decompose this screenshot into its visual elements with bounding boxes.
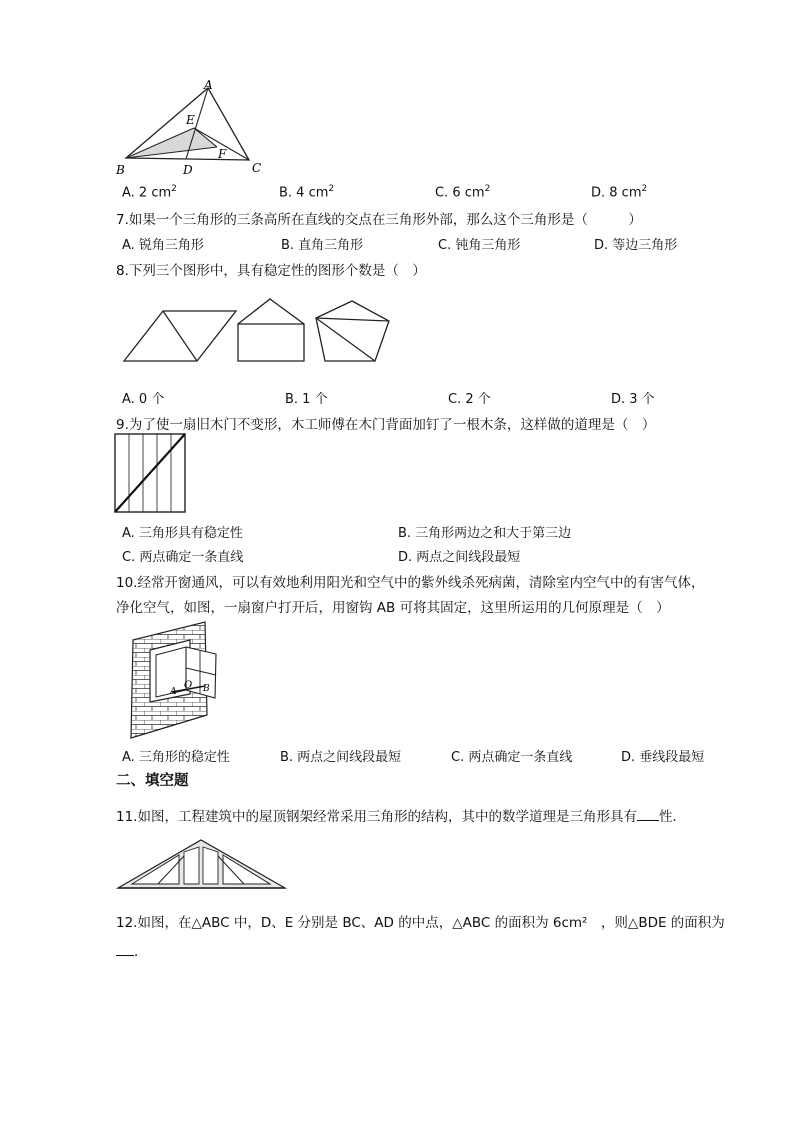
q7-stem: 7.如果一个三角形的三条高所在直线的交点在三角形外部，那么这个三角形是（ ）	[116, 212, 642, 228]
label-d: D	[183, 163, 193, 177]
q9-option-d[interactable]: D. 两点之间线段最短	[398, 550, 521, 565]
section-title-fill-blank: 二、填空题	[116, 773, 189, 789]
label-e: E	[186, 113, 195, 127]
q9-stem: 9.为了使一扇旧木门不变形，木工师傅在木门背面加钉了一根木条，这样做的道理是（ ）	[116, 417, 656, 433]
q9-option-c[interactable]: C. 两点确定一条直线	[122, 550, 244, 565]
label-c: C	[252, 161, 262, 175]
q10-option-d[interactable]: D. 垂线段最短	[621, 750, 705, 765]
q6-option-b[interactable]: B. 4 $cm^2$	[279, 184, 335, 201]
q10-stem-line2: 净化空气，如图，一扇窗户打开后，用窗钩 AB 可将其固定，这里所运用的几何原理是（ ）	[116, 600, 670, 616]
label-b-hook: B	[203, 684, 210, 694]
q7-option-b[interactable]: B. 直角三角形	[281, 238, 364, 253]
q9-option-b[interactable]: B. 三角形两边之和大于第三边	[398, 526, 572, 541]
q6-option-d[interactable]: D. 8 $cm^2$	[591, 184, 648, 201]
q6-option-c[interactable]: C. 6 $cm^2$	[435, 184, 491, 201]
q12-stem-line2: ．	[116, 940, 148, 960]
q10-option-b[interactable]: B. 两点之间线段最短	[280, 750, 402, 765]
q12-answer-blank[interactable]	[116, 943, 134, 956]
q11-stem: 11.如图，工程建筑中的屋顶钢架经常采用三角形的结构，其中的数学道理是三角形具有 性．	[116, 809, 686, 825]
q10-option-c[interactable]: C. 两点确定一条直线	[451, 750, 573, 765]
truss-inner-mid-right	[203, 847, 218, 884]
q8-option-b[interactable]: B. 1 个	[285, 392, 328, 407]
q12-stem-line1: 12.如图，在△ABC 中，D、E 分别是 BC、AD 的中点，△ABC 的面积为 6cm² ，则△BDE 的面积为	[116, 915, 725, 931]
label-o: O	[184, 680, 193, 691]
q10-stem-line1: 10.经常开窗通风，可以有效地利用阳光和空气中的紫外线杀死病菌，清除室内空气中的有害气体，	[116, 575, 705, 591]
q8-option-c[interactable]: C. 2 个	[448, 392, 491, 407]
q7-option-d[interactable]: D. 等边三角形	[594, 238, 678, 253]
label-a-hook: A	[170, 687, 177, 697]
label-f: F	[218, 147, 227, 161]
q7-option-a[interactable]: A. 锐角三角形	[122, 238, 204, 253]
label-b: B	[116, 163, 125, 177]
q6-option-a[interactable]: A. 2 $cm^2$	[122, 184, 177, 201]
label-a: A	[204, 78, 213, 92]
q8-stem: 8.下列三个图形中，具有稳定性的图形个数是（ ）	[116, 263, 426, 279]
q7-option-c[interactable]: C. 钝角三角形	[438, 238, 521, 253]
q9-option-a[interactable]: A. 三角形具有稳定性	[122, 526, 243, 541]
truss-inner-mid-left	[184, 847, 199, 884]
q8-option-a[interactable]: A. 0 个	[122, 392, 165, 407]
q10-option-a[interactable]: A. 三角形的稳定性	[122, 750, 230, 765]
q8-option-d[interactable]: D. 3 个	[611, 392, 655, 407]
